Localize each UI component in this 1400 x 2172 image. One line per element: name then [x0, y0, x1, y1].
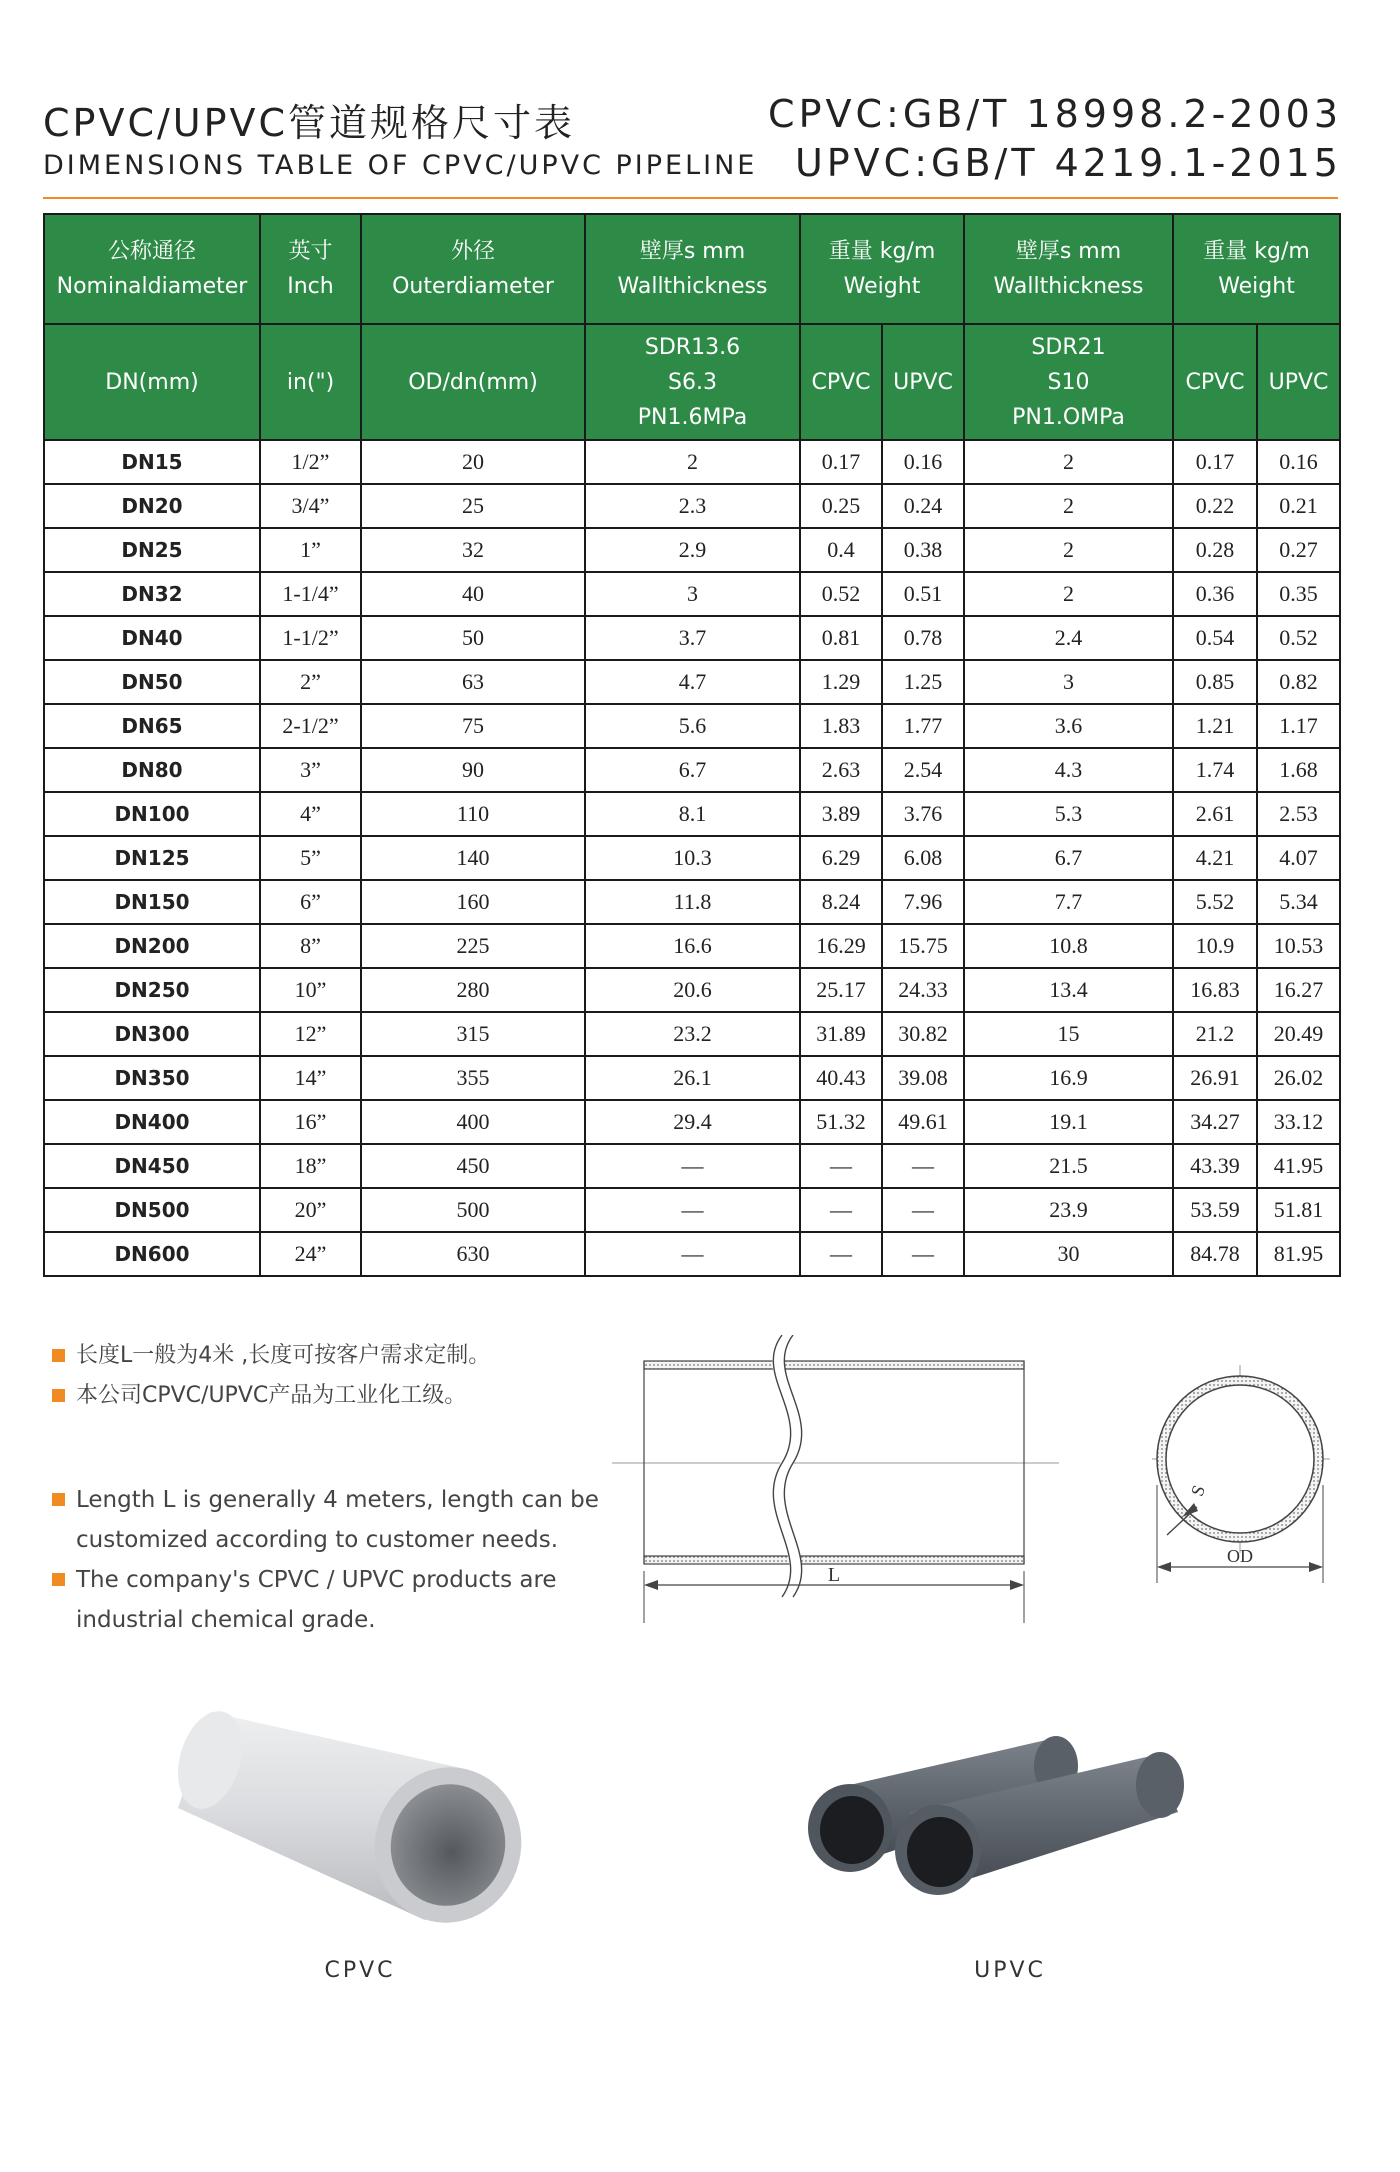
table-cell: 7.96 [882, 880, 964, 924]
table-cell: 53.59 [1173, 1188, 1257, 1232]
bullet-square-icon [52, 1493, 65, 1506]
table-row [44, 748, 1340, 792]
table-cell: 8.24 [800, 880, 882, 924]
table-row [44, 1232, 1340, 1276]
table-cell: 16.6 [585, 924, 800, 968]
length-label: L [827, 1564, 841, 1586]
od-label: OD [1227, 1546, 1253, 1566]
table-cell: 2 [964, 484, 1173, 528]
table-row [44, 572, 1340, 616]
table-cell: 16.9 [964, 1056, 1173, 1100]
table-cell: 7.7 [964, 880, 1173, 924]
header-inch: 英寸 Inch [260, 214, 361, 324]
table-cell: 225 [361, 924, 585, 968]
table-cell: 43.39 [1173, 1144, 1257, 1188]
cell-dn: DN80 [44, 748, 260, 792]
table-row [44, 1056, 1340, 1100]
pipe-side-view [612, 1335, 1059, 1623]
table-cell: 315 [361, 1012, 585, 1056]
table-cell: 1.68 [1257, 748, 1340, 792]
cell-dn: DN400 [44, 1100, 260, 1144]
table-cell: 2-1/2” [260, 704, 361, 748]
table-cell: 1.83 [800, 704, 882, 748]
table-cell: 90 [361, 748, 585, 792]
note-cn-2: 本公司CPVC/UPVC产品为工业化工级。 [52, 1376, 490, 1416]
table-header-row-2 [44, 324, 1340, 440]
note-en-1-cont: customized according to customer needs. [76, 1527, 559, 1553]
table-cell: 33.12 [1257, 1100, 1340, 1144]
table-cell: 14” [260, 1056, 361, 1100]
table-cell: 32 [361, 528, 585, 572]
table-cell: 16.83 [1173, 968, 1257, 1012]
cell-dn: DN450 [44, 1144, 260, 1188]
table-cell: — [800, 1144, 882, 1188]
table-cell: 49.61 [882, 1100, 964, 1144]
table-cell: 3.76 [882, 792, 964, 836]
cell-dn: DN65 [44, 704, 260, 748]
table-cell: 26.02 [1257, 1056, 1340, 1100]
table-cell: 21.2 [1173, 1012, 1257, 1056]
table-cell: 12” [260, 1012, 361, 1056]
table-cell: 3.7 [585, 616, 800, 660]
table-row [44, 924, 1340, 968]
table-cell: 2 [964, 440, 1173, 484]
table-row [44, 616, 1340, 660]
table-cell: 355 [361, 1056, 585, 1100]
table-cell: 3.89 [800, 792, 882, 836]
table-cell: 6.7 [585, 748, 800, 792]
table-cell: 16.29 [800, 924, 882, 968]
table-cell: — [882, 1144, 964, 1188]
table-row [44, 880, 1340, 924]
cpvc-photo-label: CPVC [324, 1958, 396, 1983]
table-cell: 4.3 [964, 748, 1173, 792]
table-cell: 16” [260, 1100, 361, 1144]
header-in: in(") [260, 324, 361, 440]
table-cell: 4” [260, 792, 361, 836]
table-row [44, 484, 1340, 528]
table-cell: 0.78 [882, 616, 964, 660]
table-cell: 20.49 [1257, 1012, 1340, 1056]
header-upvc-2: UPVC [1257, 324, 1340, 440]
table-cell: 10.9 [1173, 924, 1257, 968]
table-cell: 0.16 [1257, 440, 1340, 484]
table-cell: 0.54 [1173, 616, 1257, 660]
table-cell: 31.89 [800, 1012, 882, 1056]
table-cell: — [800, 1188, 882, 1232]
header-cpvc-1: CPVC [800, 324, 882, 440]
cell-dn: DN125 [44, 836, 260, 880]
table-cell: 4.21 [1173, 836, 1257, 880]
table-cell: — [585, 1144, 800, 1188]
table-cell: 140 [361, 836, 585, 880]
page-title-cn: CPVC/UPVC管道规格尺寸表 [43, 101, 576, 145]
table-cell: 16.27 [1257, 968, 1340, 1012]
table-row [44, 528, 1340, 572]
table-cell: 51.81 [1257, 1188, 1340, 1232]
table-cell: 6.29 [800, 836, 882, 880]
table-cell: 0.17 [1173, 440, 1257, 484]
table-cell: 0.27 [1257, 528, 1340, 572]
table-cell: 0.85 [1173, 660, 1257, 704]
table-cell: 1.17 [1257, 704, 1340, 748]
pipe-technical-diagram [612, 1335, 1342, 1625]
table-cell: 450 [361, 1144, 585, 1188]
header-outer: 外径 Outerdiameter [361, 214, 585, 324]
table-cell: 30.82 [882, 1012, 964, 1056]
table-cell: — [882, 1188, 964, 1232]
table-cell: 20” [260, 1188, 361, 1232]
table-cell: 2.54 [882, 748, 964, 792]
table-cell: 160 [361, 880, 585, 924]
cell-dn: DN200 [44, 924, 260, 968]
table-cell: — [800, 1232, 882, 1276]
table-cell: 0.4 [800, 528, 882, 572]
table-cell: 6.7 [964, 836, 1173, 880]
header-dn: DN(mm) [44, 324, 260, 440]
table-row [44, 440, 1340, 484]
table-cell: 39.08 [882, 1056, 964, 1100]
table-cell: 3” [260, 748, 361, 792]
table-cell: 5.3 [964, 792, 1173, 836]
table-cell: 3 [964, 660, 1173, 704]
table-cell: 0.38 [882, 528, 964, 572]
table-cell: 15.75 [882, 924, 964, 968]
table-cell: 1.74 [1173, 748, 1257, 792]
table-cell: 63 [361, 660, 585, 704]
cell-dn: DN15 [44, 440, 260, 484]
table-row [44, 1012, 1340, 1056]
cell-dn: DN250 [44, 968, 260, 1012]
table-cell: 0.82 [1257, 660, 1340, 704]
table-cell: 0.52 [800, 572, 882, 616]
table-cell: 2.61 [1173, 792, 1257, 836]
table-cell: 30 [964, 1232, 1173, 1276]
table-cell: 2” [260, 660, 361, 704]
header-upvc-1: UPVC [882, 324, 964, 440]
table-cell: 400 [361, 1100, 585, 1144]
bullet-square-icon [52, 1573, 65, 1586]
table-cell: 630 [361, 1232, 585, 1276]
orange-divider [43, 197, 1338, 199]
table-cell: 500 [361, 1188, 585, 1232]
cell-dn: DN150 [44, 880, 260, 924]
cell-dn: DN350 [44, 1056, 260, 1100]
header-sdr-1: SDR13.6 S6.3 PN1.6MPa [585, 324, 800, 440]
cpvc-pipe-image [170, 1690, 570, 1930]
table-cell: 5.34 [1257, 880, 1340, 924]
cell-dn: DN32 [44, 572, 260, 616]
table-row [44, 704, 1340, 748]
table-cell: 0.51 [882, 572, 964, 616]
notes-en [52, 1480, 612, 1640]
table-cell: 1.21 [1173, 704, 1257, 748]
table-cell: 26.1 [585, 1056, 800, 1100]
table-cell: 13.4 [964, 968, 1173, 1012]
header-wall-2: 壁厚s mm Wallthickness [964, 214, 1173, 324]
table-cell: 2.3 [585, 484, 800, 528]
standard-cpvc: CPVC:GB/T 18998.2-2003 [768, 92, 1342, 136]
table-cell: 29.4 [585, 1100, 800, 1144]
cell-dn: DN25 [44, 528, 260, 572]
table-cell: — [882, 1232, 964, 1276]
notes-cn [52, 1336, 490, 1416]
table-cell: 2.4 [964, 616, 1173, 660]
table-cell: 75 [361, 704, 585, 748]
table-cell: 10” [260, 968, 361, 1012]
table-cell: 0.52 [1257, 616, 1340, 660]
wall-thickness-label: S [1186, 1482, 1210, 1499]
header-wall-1: 壁厚s mm Wallthickness [585, 214, 800, 324]
table-row [44, 1188, 1340, 1232]
standard-upvc: UPVC:GB/T 4219.1-2015 [794, 141, 1342, 185]
table-cell: 23.2 [585, 1012, 800, 1056]
table-cell: 51.32 [800, 1100, 882, 1144]
table-cell: 2 [585, 440, 800, 484]
table-cell: 0.24 [882, 484, 964, 528]
table-cell: 21.5 [964, 1144, 1173, 1188]
table-cell: 10.8 [964, 924, 1173, 968]
table-cell: 8.1 [585, 792, 800, 836]
table-cell: 10.3 [585, 836, 800, 880]
table-cell: 6” [260, 880, 361, 924]
table-cell: 0.81 [800, 616, 882, 660]
upvc-photo-label: UPVC [974, 1958, 1046, 1983]
table-cell: 0.16 [882, 440, 964, 484]
table-cell: 41.95 [1257, 1144, 1340, 1188]
table-cell: 50 [361, 616, 585, 660]
header-od: OD/dn(mm) [361, 324, 585, 440]
header-weight-1: 重量 kg/m Weight [800, 214, 964, 324]
table-cell: 10.53 [1257, 924, 1340, 968]
table-cell: 18” [260, 1144, 361, 1188]
table-cell: 1-1/2” [260, 616, 361, 660]
table-cell: 1.77 [882, 704, 964, 748]
header-weight-2: 重量 kg/m Weight [1173, 214, 1340, 324]
table-cell: 0.35 [1257, 572, 1340, 616]
cell-dn: DN600 [44, 1232, 260, 1276]
page-title-en: DIMENSIONS TABLE OF CPVC/UPVC PIPELINE [43, 150, 758, 181]
table-cell: 5.52 [1173, 880, 1257, 924]
table-cell: 23.9 [964, 1188, 1173, 1232]
table-cell: 84.78 [1173, 1232, 1257, 1276]
table-cell: 3 [585, 572, 800, 616]
table-cell: 11.8 [585, 880, 800, 924]
table-cell: 4.7 [585, 660, 800, 704]
table-cell: 3.6 [964, 704, 1173, 748]
dimensions-table [43, 213, 1341, 1277]
table-cell: 0.22 [1173, 484, 1257, 528]
table-cell: 5” [260, 836, 361, 880]
table-row [44, 968, 1340, 1012]
table-cell: 25 [361, 484, 585, 528]
cell-dn: DN100 [44, 792, 260, 836]
header-sdr-2: SDR21 S10 PN1.OMPa [964, 324, 1173, 440]
cell-dn: DN20 [44, 484, 260, 528]
cell-dn: DN50 [44, 660, 260, 704]
table-cell: 40.43 [800, 1056, 882, 1100]
table-cell: 1” [260, 528, 361, 572]
table-cell: 40 [361, 572, 585, 616]
table-row [44, 836, 1340, 880]
table-row [44, 1100, 1340, 1144]
note-en-1: Length L is generally 4 meters, length can be [52, 1480, 612, 1520]
table-cell: 3/4” [260, 484, 361, 528]
table-cell: 280 [361, 968, 585, 1012]
table-cell: 34.27 [1173, 1100, 1257, 1144]
table-cell: 20.6 [585, 968, 800, 1012]
table-cell: 5.6 [585, 704, 800, 748]
table-cell: 0.28 [1173, 528, 1257, 572]
note-cn-1: 长度L一般为4米 ,长度可按客户需求定制。 [52, 1336, 490, 1376]
bullet-square-icon [52, 1389, 65, 1402]
table-cell: 15 [964, 1012, 1173, 1056]
table-row [44, 1144, 1340, 1188]
table-header-row-1 [44, 214, 1340, 324]
table-cell: 1.29 [800, 660, 882, 704]
table-cell: — [585, 1188, 800, 1232]
table-cell: 8” [260, 924, 361, 968]
table-cell: 2.53 [1257, 792, 1340, 836]
cell-dn: DN500 [44, 1188, 260, 1232]
table-cell: 0.21 [1257, 484, 1340, 528]
table-cell: 1-1/4” [260, 572, 361, 616]
table-cell: 81.95 [1257, 1232, 1340, 1276]
table-cell: 0.25 [800, 484, 882, 528]
table-row [44, 660, 1340, 704]
table-cell: 2.63 [800, 748, 882, 792]
table-cell: 26.91 [1173, 1056, 1257, 1100]
table-cell: 0.17 [800, 440, 882, 484]
header-cpvc-2: CPVC [1173, 324, 1257, 440]
note-en-2: The company's CPVC / UPVC products are [52, 1560, 612, 1600]
table-cell: 24” [260, 1232, 361, 1276]
cell-dn: DN300 [44, 1012, 260, 1056]
upvc-pipe-image [800, 1730, 1200, 1910]
table-cell: 6.08 [882, 836, 964, 880]
table-cell: 1.25 [882, 660, 964, 704]
table-cell: 0.36 [1173, 572, 1257, 616]
bullet-square-icon [52, 1349, 65, 1362]
table-cell: 4.07 [1257, 836, 1340, 880]
table-cell: 2 [964, 528, 1173, 572]
table-cell: 2.9 [585, 528, 800, 572]
table-cell: 20 [361, 440, 585, 484]
header-nominal: 公称通径 Nominaldiameter [44, 214, 260, 324]
table-cell: 110 [361, 792, 585, 836]
table-cell: 25.17 [800, 968, 882, 1012]
cell-dn: DN40 [44, 616, 260, 660]
table-cell: 19.1 [964, 1100, 1173, 1144]
note-en-2-cont: industrial chemical grade. [76, 1607, 376, 1633]
table-cell: — [585, 1232, 800, 1276]
table-cell: 2 [964, 572, 1173, 616]
pipe-cross-section [1152, 1365, 1330, 1583]
table-row [44, 792, 1340, 836]
table-cell: 1/2” [260, 440, 361, 484]
table-cell: 24.33 [882, 968, 964, 1012]
